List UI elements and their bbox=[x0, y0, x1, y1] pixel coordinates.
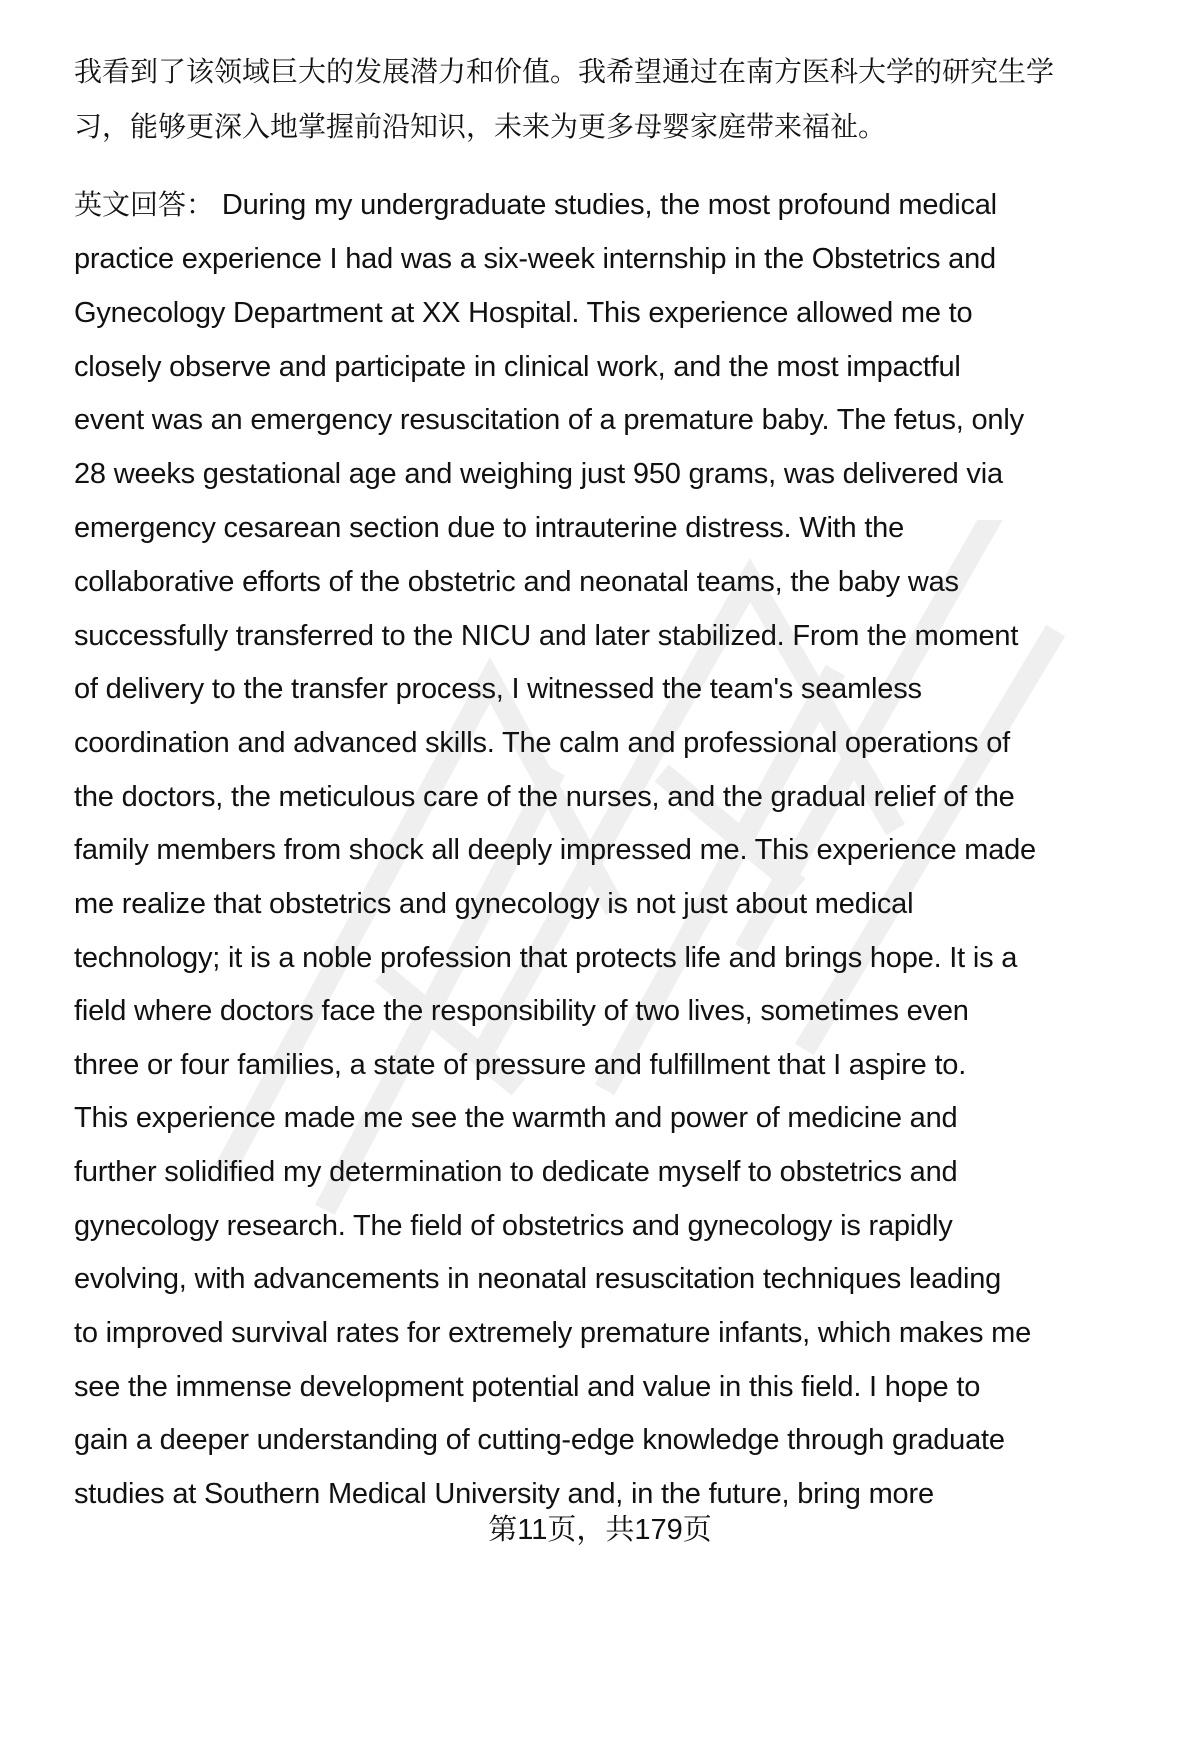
chinese-text-line-2: 习，能够更深入地掌握前沿知识，未来为更多母婴家庭带来福祉。 bbox=[74, 111, 887, 142]
english-answer-line: field where doctors face the responsibility of two lives, sometimes even bbox=[74, 995, 969, 1027]
page-indicator: 第11页，共179页 bbox=[488, 1514, 712, 1546]
english-answer-line: the doctors, the meticulous care of the nurses, and the gradual relief of the bbox=[74, 781, 1015, 813]
english-answer-line: Gynecology Department at XX Hospital. This experience allowed me to bbox=[74, 297, 973, 329]
english-answer-line: 28 weeks gestational age and weighing just 950 grams, was delivered via bbox=[74, 458, 1003, 490]
english-answer-line: to improved survival rates for extremely premature infants, which makes me bbox=[74, 1317, 1032, 1349]
english-answer-line: During my undergraduate studies, the most profound medical bbox=[221, 189, 997, 221]
chinese-text-line-1: 我看到了该领域巨大的发展潜力和价值。我希望通过在南方医科大学的研究生学 bbox=[74, 56, 1055, 87]
english-answer-line: gynecology research. The field of obstetrics and gynecology is rapidly bbox=[74, 1210, 953, 1242]
english-answer-line: This experience made me see the warmth and power of medicine and bbox=[74, 1102, 958, 1134]
english-answer-line: me realize that obstetrics and gynecology is not just about medical bbox=[74, 888, 914, 920]
english-answer-line: technology; it is a noble profession that protects life and brings hope. It is a bbox=[74, 942, 1018, 974]
english-answer-line: practice experience I had was a six-week internship in the Obstetrics and bbox=[74, 243, 996, 275]
english-answer-line: of delivery to the transfer process, I witnessed the team's seamless bbox=[74, 673, 922, 705]
english-answer-line: studies at Southern Medical University and, in the future, bring more bbox=[74, 1478, 934, 1510]
english-answer-first-line bbox=[74, 185, 997, 225]
english-answer-line: see the immense development potential and value in this field. I hope to bbox=[74, 1371, 981, 1403]
english-answer-label: 英文回答： bbox=[74, 189, 215, 220]
english-answer-line: further solidified my determination to dedicate myself to obstetrics and bbox=[74, 1156, 958, 1188]
english-answer-line: emergency cesarean section due to intrauterine distress. With the bbox=[74, 512, 905, 544]
english-answer-line: successfully transferred to the NICU and later stabilized. From the moment bbox=[74, 620, 1019, 652]
english-answer-line: three or four families, a state of pressure and fulfillment that I aspire to. bbox=[74, 1049, 967, 1081]
english-answer-line: coordination and advanced skills. The calm and professional operations of bbox=[74, 727, 1010, 759]
english-answer-line: gain a deeper understanding of cutting-edge knowledge through graduate bbox=[74, 1424, 1005, 1456]
english-answer-line: event was an emergency resuscitation of a premature baby. The fetus, only bbox=[74, 404, 1024, 436]
english-answer-line: closely observe and participate in clinical work, and the most impactful bbox=[74, 351, 961, 383]
english-answer-line: family members from shock all deeply impressed me. This experience made bbox=[74, 834, 1036, 866]
english-answer-line: collaborative efforts of the obstetric and neonatal teams, the baby was bbox=[74, 566, 959, 598]
english-answer-line: evolving, with advancements in neonatal resuscitation techniques leading bbox=[74, 1263, 1002, 1295]
